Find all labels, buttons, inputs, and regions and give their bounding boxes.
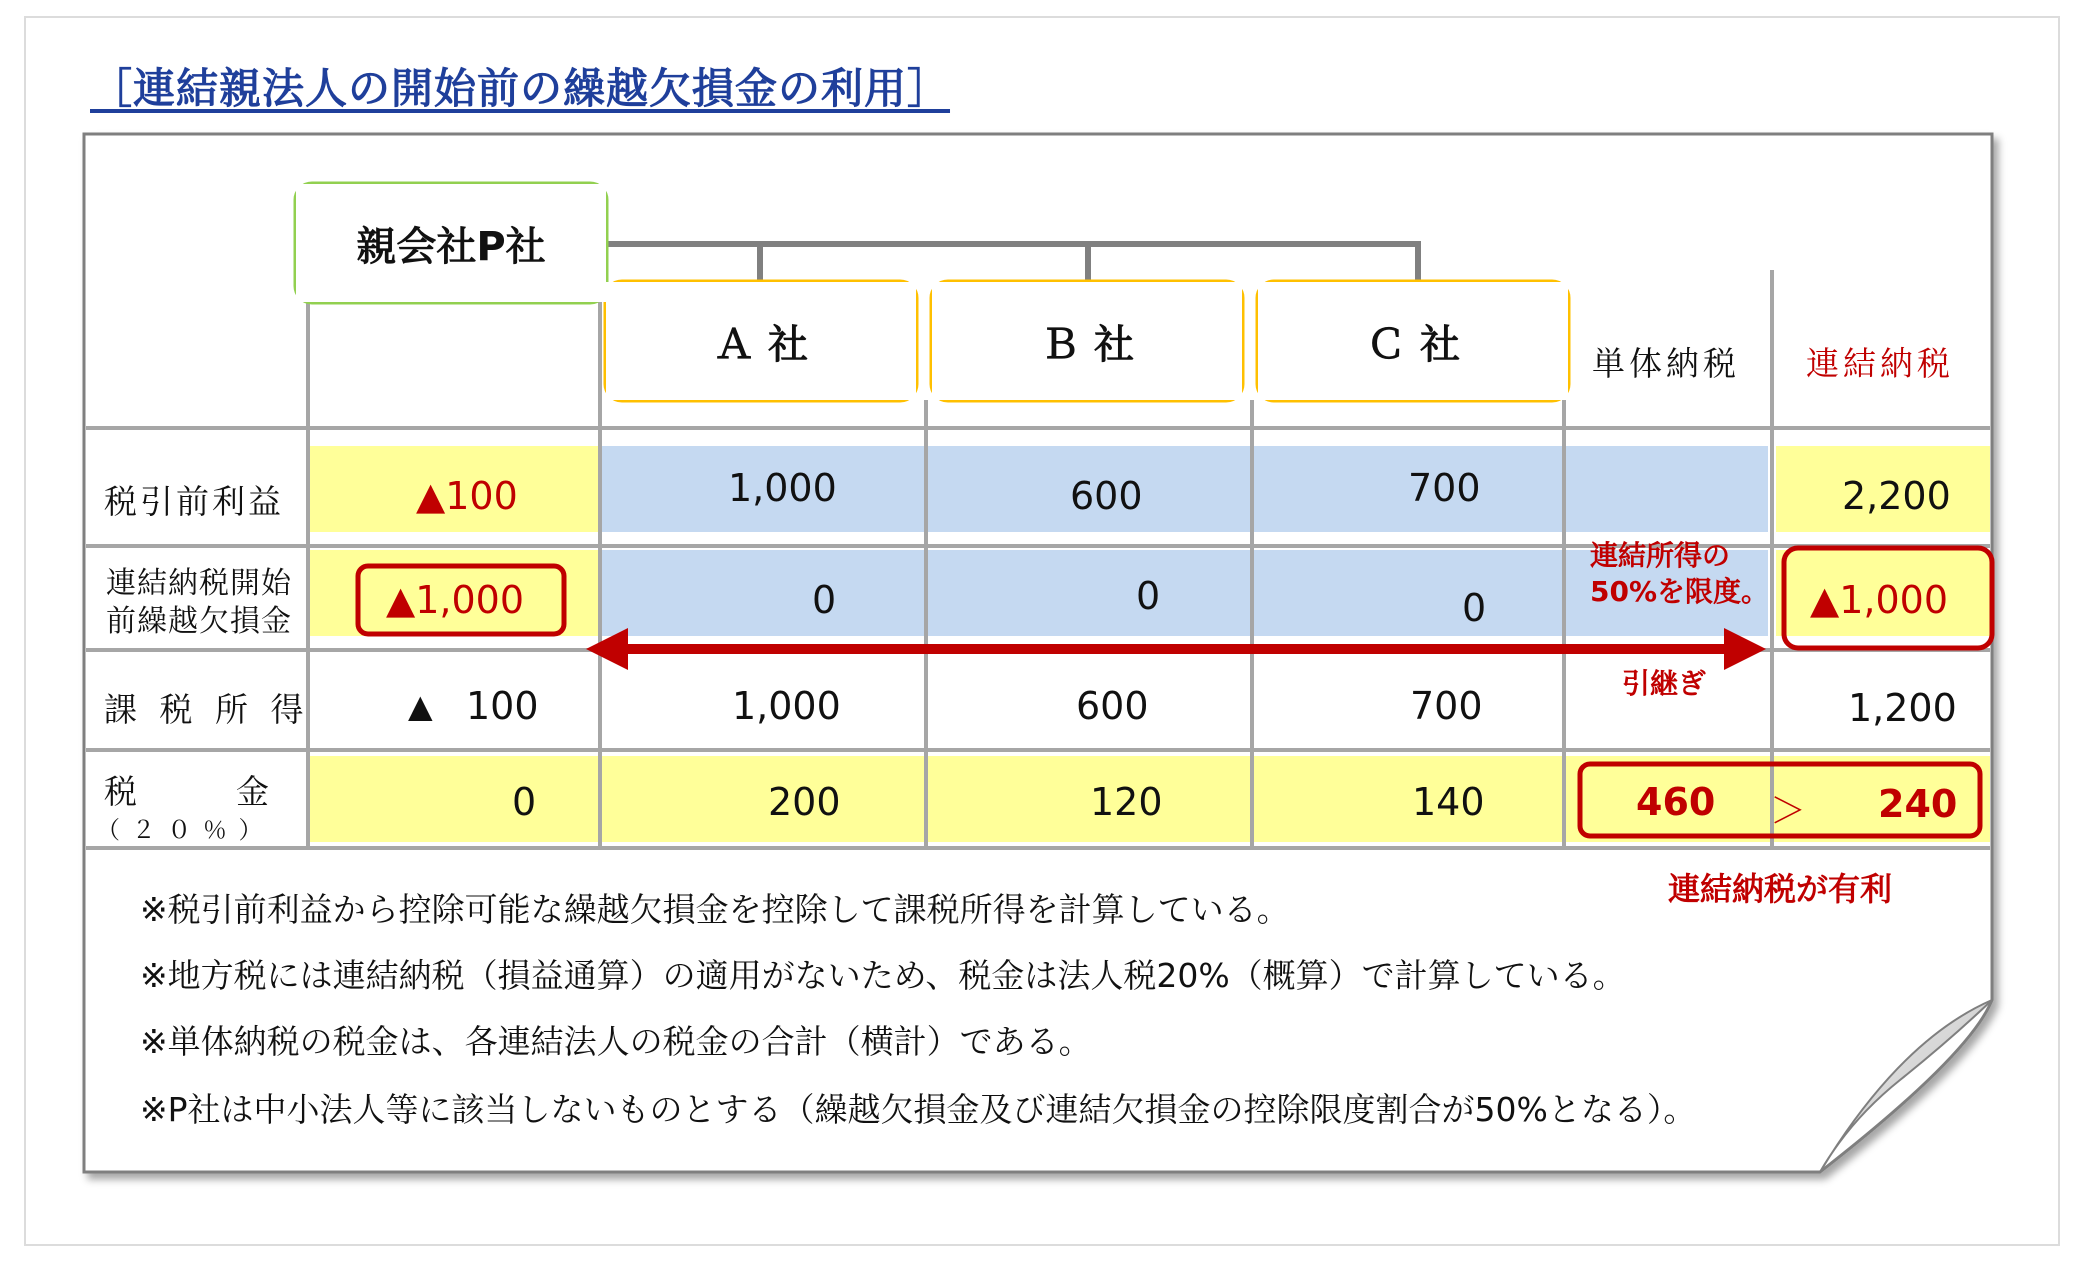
profit-b: 600	[1070, 474, 1143, 518]
row-label-tax-2: （ ２ ０ ％ ）	[96, 815, 265, 844]
page-title: ［連結親法人の開始前の繰越欠損金の利用］	[90, 64, 951, 113]
taxable-b: 600	[1076, 684, 1149, 728]
note-4: ※P社は中小法人等に該当しないものとする（繰越欠損金及び連結欠損金の控除限度割合が50%となる）。	[140, 1090, 1697, 1129]
profit-c: 700	[1408, 466, 1481, 510]
tax-standalone: 460	[1636, 780, 1716, 824]
row-label-taxable: 課 税 所 得	[104, 689, 310, 729]
row-label-carry-1: 連結納税開始	[106, 566, 292, 601]
taxable-c: 700	[1410, 684, 1483, 728]
profit-consolidated: 2,200	[1842, 474, 1951, 518]
taxable-a: 1,000	[732, 684, 841, 728]
header-consolidated: 連結納税	[1806, 343, 1954, 383]
parent-company-box: 親会社P社	[296, 184, 606, 302]
profit-a: 1,000	[728, 466, 837, 510]
carry-b: 0	[1136, 574, 1161, 618]
tax-b: 120	[1090, 780, 1163, 824]
annotation-advantage: 連結納税が有利	[1668, 870, 1893, 908]
header-standalone: 単体納税	[1592, 343, 1740, 383]
row-label-profit: 税引前利益	[104, 481, 284, 521]
profit-p: ▲100	[416, 474, 518, 518]
taxable-consolidated: 1,200	[1848, 686, 1957, 730]
taxable-p: 100	[466, 684, 539, 728]
note-2: ※地方税には連結納税（損益通算）の適用がないため、税金は法人税20%（概算）で計算している。	[140, 956, 1626, 995]
tax-a: 200	[768, 780, 841, 824]
company-c-box: Ｃ 社	[1258, 282, 1568, 400]
company-b-box: Ｂ 社	[932, 282, 1242, 400]
tax-compare-sign: ＞	[1770, 790, 1807, 832]
annotation-limit-2: 50%を限度。	[1590, 575, 1770, 608]
row-label-tax-1: 税 金	[104, 771, 269, 811]
note-1: ※税引前利益から控除可能な繰越欠損金を控除して課税所得を計算している。	[140, 890, 1290, 929]
carry-a: 0	[812, 578, 837, 622]
taxable-p-mark: ▲	[408, 687, 433, 725]
carry-c: 0	[1462, 586, 1487, 630]
annotation-limit-1: 連結所得の	[1590, 539, 1731, 572]
row-label-carry-2: 前繰越欠損金	[106, 604, 292, 639]
annotation-carryover: 引継ぎ	[1622, 667, 1707, 700]
carry-consolidated: ▲1,000	[1810, 578, 1949, 622]
tax-c: 140	[1412, 780, 1485, 824]
company-a-box: Ａ 社	[606, 282, 916, 400]
note-3: ※単体納税の税金は、各連結法人の税金の合計（横計）である。	[140, 1022, 1092, 1061]
tax-consolidated: 240	[1878, 782, 1958, 826]
carry-p: ▲1,000	[386, 578, 525, 622]
tax-p: 0	[512, 780, 537, 824]
